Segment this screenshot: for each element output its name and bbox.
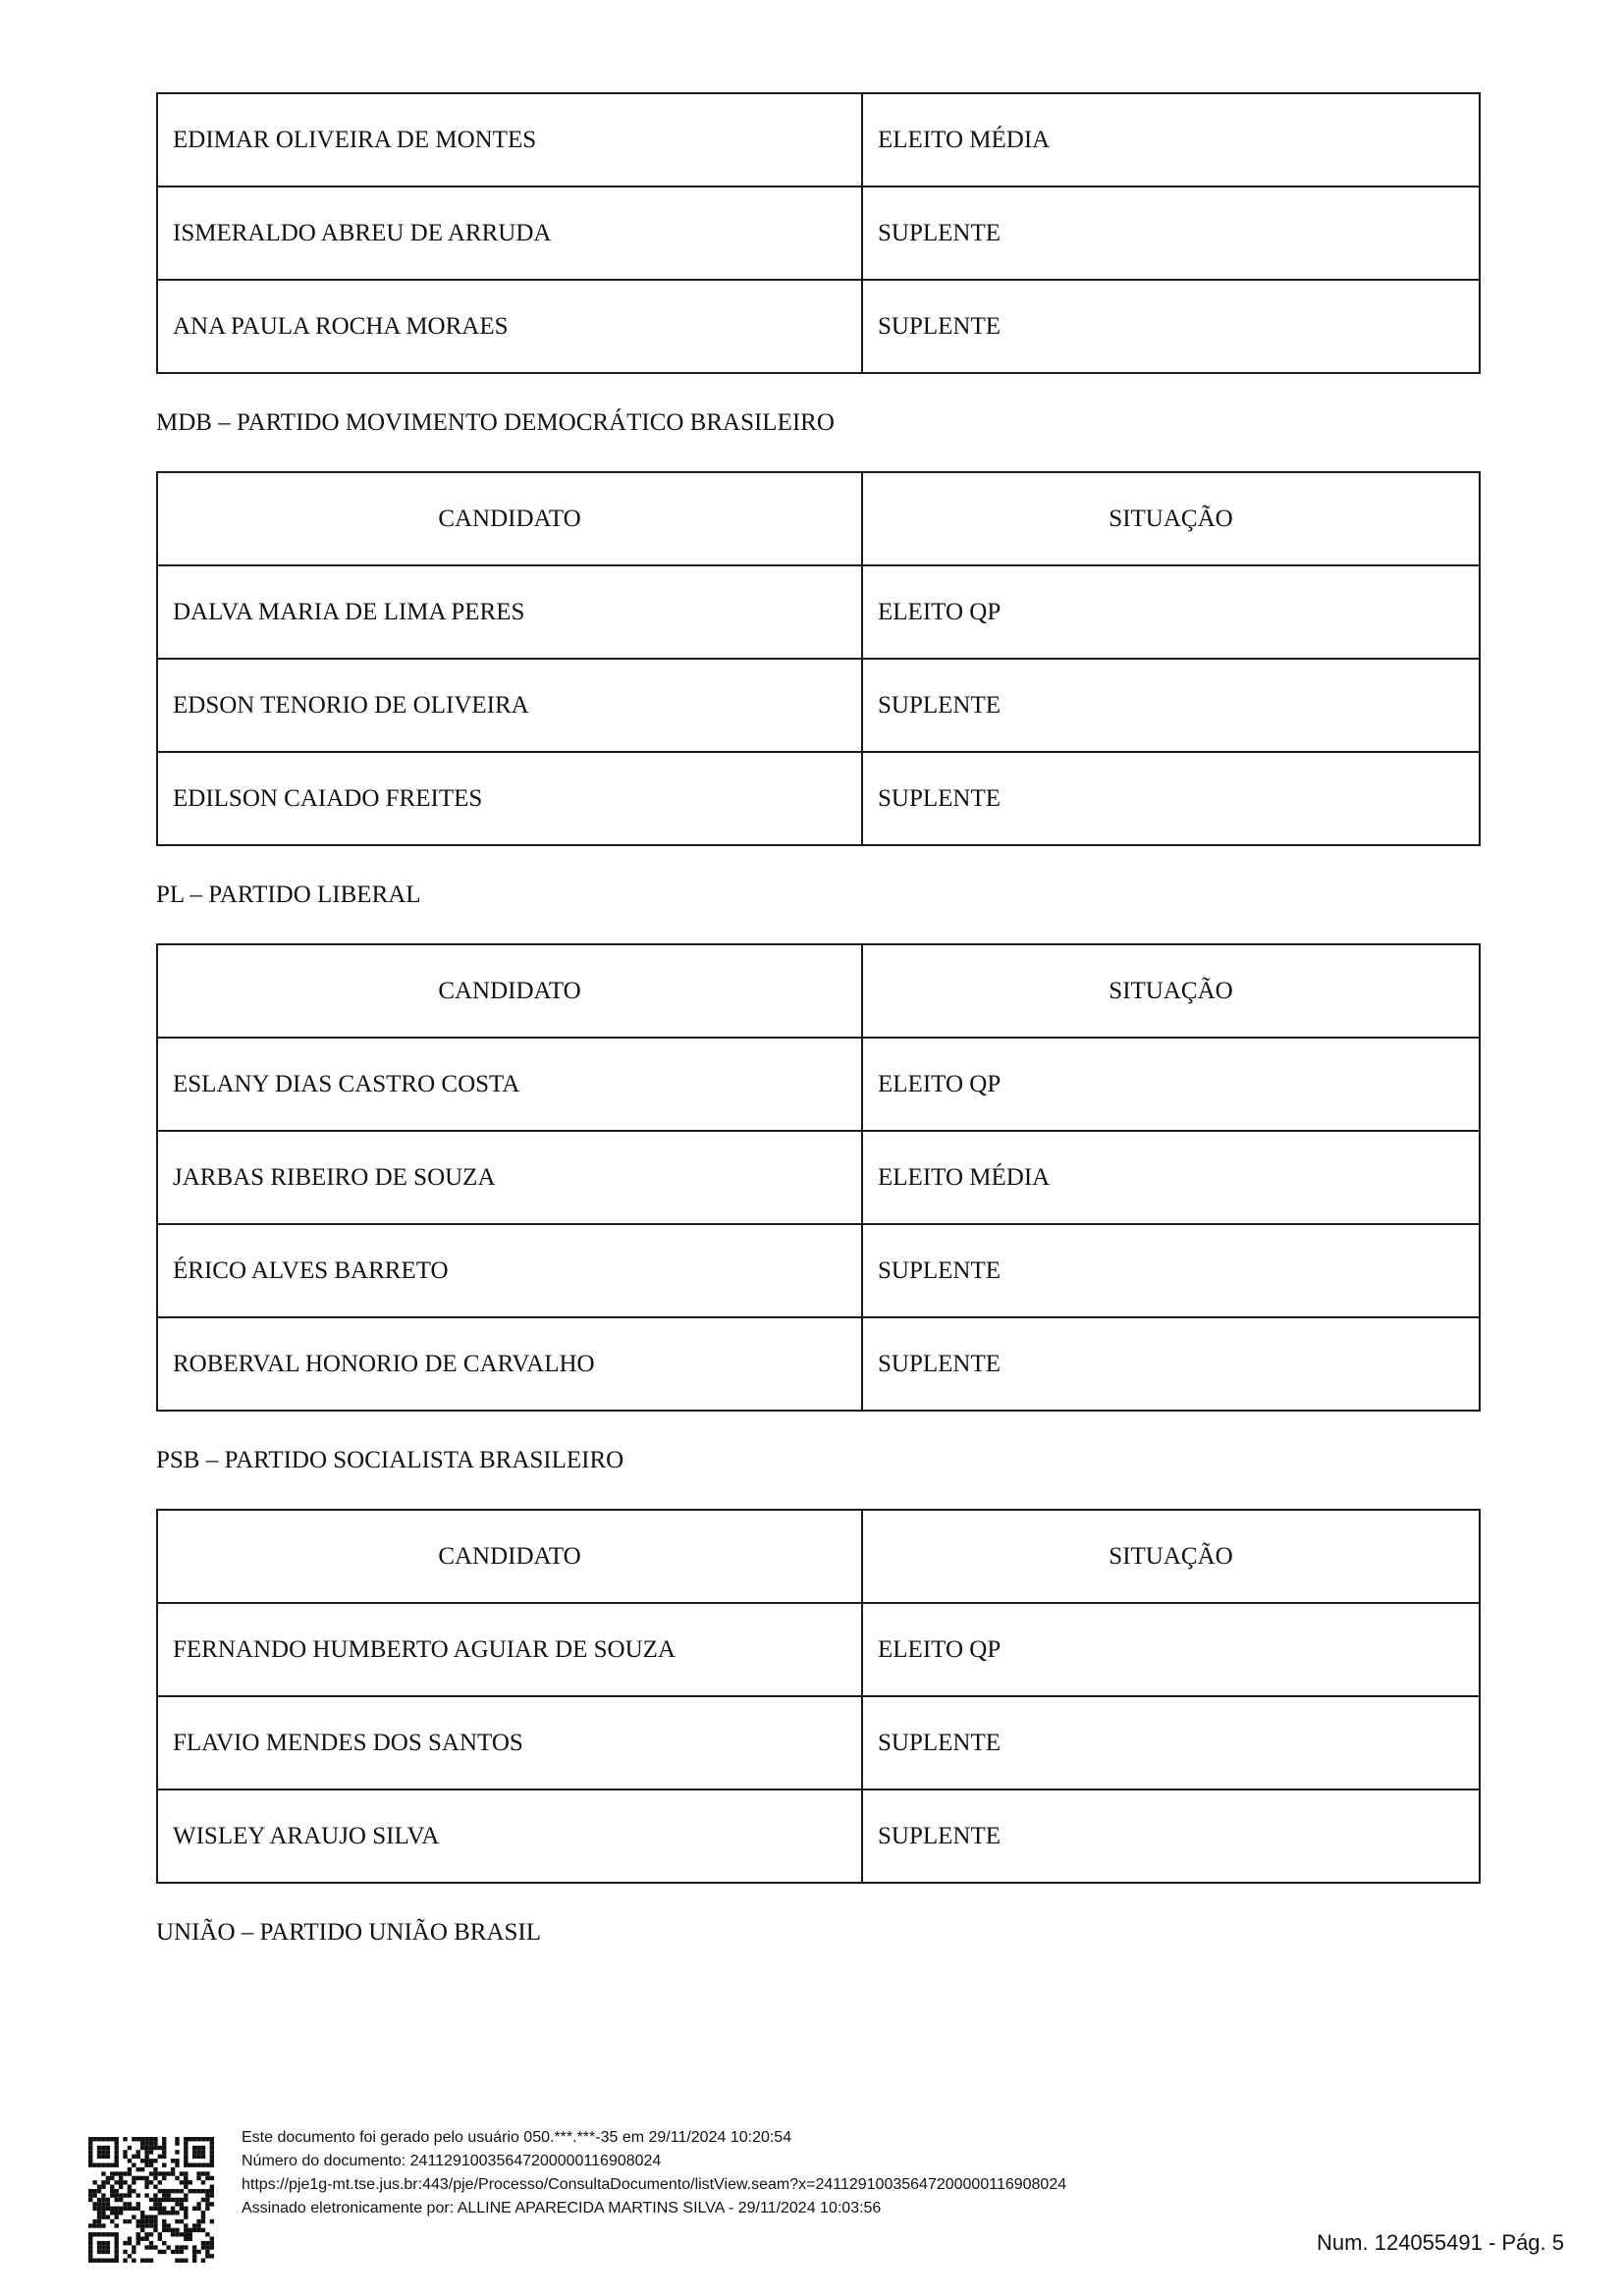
candidate-name: ANA PAULA ROCHA MORAES bbox=[157, 280, 862, 373]
candidate-name: EDILSON CAIADO FREITES bbox=[157, 752, 862, 845]
table-row bbox=[157, 280, 1480, 373]
page-number: Num. 124055491 - Pág. 5 bbox=[1317, 2230, 1564, 2255]
candidates-table bbox=[156, 471, 1481, 846]
party-heading: UNIÃO – PARTIDO UNIÃO BRASIL bbox=[156, 1919, 542, 1946]
table-row bbox=[157, 659, 1480, 752]
candidate-status: ELEITO QP bbox=[862, 1603, 1480, 1696]
column-header-status: SITUAÇÃO bbox=[862, 944, 1480, 1038]
candidate-status: SUPLENTE bbox=[862, 1696, 1480, 1789]
candidates-table bbox=[156, 943, 1481, 1412]
table-row bbox=[157, 1603, 1480, 1696]
candidate-name: ÉRICO ALVES BARRETO bbox=[157, 1224, 862, 1317]
party-heading: PL – PARTIDO LIBERAL bbox=[156, 881, 421, 908]
table-header-row bbox=[157, 944, 1480, 1038]
candidate-name: FLAVIO MENDES DOS SANTOS bbox=[157, 1696, 862, 1789]
table-row bbox=[157, 752, 1480, 845]
party-heading: MDB – PARTIDO MOVIMENTO DEMOCRÁTICO BRASILEIRO bbox=[156, 409, 835, 436]
table-row bbox=[157, 1131, 1480, 1224]
candidate-name: ISMERALDO ABREU DE ARRUDA bbox=[157, 187, 862, 280]
candidate-name: ESLANY DIAS CASTRO COSTA bbox=[157, 1038, 862, 1131]
candidate-status: SUPLENTE bbox=[862, 1789, 1480, 1883]
candidate-status: SUPLENTE bbox=[862, 1224, 1480, 1317]
candidate-status: ELEITO MÉDIA bbox=[862, 1131, 1480, 1224]
footer-document-number: Número do documento: 24112910035647200000116908024 bbox=[242, 2153, 662, 2169]
table-row bbox=[157, 1224, 1480, 1317]
candidates-table bbox=[156, 1509, 1481, 1884]
party-heading: PSB – PARTIDO SOCIALISTA BRASILEIRO bbox=[156, 1447, 624, 1473]
candidate-status: SUPLENTE bbox=[862, 1317, 1480, 1411]
candidate-status: SUPLENTE bbox=[862, 659, 1480, 752]
column-header-status: SITUAÇÃO bbox=[862, 1510, 1480, 1603]
table-row bbox=[157, 565, 1480, 659]
candidate-status: ELEITO MÉDIA bbox=[862, 93, 1480, 187]
column-header-status: SITUAÇÃO bbox=[862, 472, 1480, 565]
candidate-status: SUPLENTE bbox=[862, 187, 1480, 280]
footer-generated-by: Este documento foi gerado pelo usuário 050.***.***-35 em 29/11/2024 10:20:54 bbox=[242, 2129, 792, 2146]
table-header-row bbox=[157, 1510, 1480, 1603]
table-row bbox=[157, 1696, 1480, 1789]
footer-info bbox=[242, 2126, 1066, 2220]
candidate-status: SUPLENTE bbox=[862, 280, 1480, 373]
qr-code-icon bbox=[88, 2137, 214, 2263]
candidate-status: ELEITO QP bbox=[862, 565, 1480, 659]
table-row bbox=[157, 187, 1480, 280]
table-row bbox=[157, 1038, 1480, 1131]
candidate-name: FERNANDO HUMBERTO AGUIAR DE SOUZA bbox=[157, 1603, 862, 1696]
column-header-candidate: CANDIDATO bbox=[157, 1510, 862, 1603]
candidate-name: EDSON TENORIO DE OLIVEIRA bbox=[157, 659, 862, 752]
column-header-candidate: CANDIDATO bbox=[157, 472, 862, 565]
table-row bbox=[157, 1789, 1480, 1883]
candidates-table bbox=[156, 92, 1481, 374]
candidate-name: WISLEY ARAUJO SILVA bbox=[157, 1789, 862, 1883]
table-row bbox=[157, 93, 1480, 187]
table-header-row bbox=[157, 472, 1480, 565]
candidate-status: SUPLENTE bbox=[862, 752, 1480, 845]
candidate-name: EDIMAR OLIVEIRA DE MONTES bbox=[157, 93, 862, 187]
footer-signature: Assinado eletronicamente por: ALLINE APARECIDA MARTINS SILVA - 29/11/2024 10:03:56 bbox=[242, 2200, 882, 2216]
candidate-status: ELEITO QP bbox=[862, 1038, 1480, 1131]
footer-document-link[interactable]: https://pje1g-mt.tse.jus.br:443/pje/Processo/ConsultaDocumento/listView.seam?x=24112910035647200000116908024 bbox=[242, 2176, 1067, 2193]
candidate-name: DALVA MARIA DE LIMA PERES bbox=[157, 565, 862, 659]
candidate-name: JARBAS RIBEIRO DE SOUZA bbox=[157, 1131, 862, 1224]
table-row bbox=[157, 1317, 1480, 1411]
column-header-candidate: CANDIDATO bbox=[157, 944, 862, 1038]
document-body bbox=[156, 92, 1481, 1981]
candidate-name: ROBERVAL HONORIO DE CARVALHO bbox=[157, 1317, 862, 1411]
